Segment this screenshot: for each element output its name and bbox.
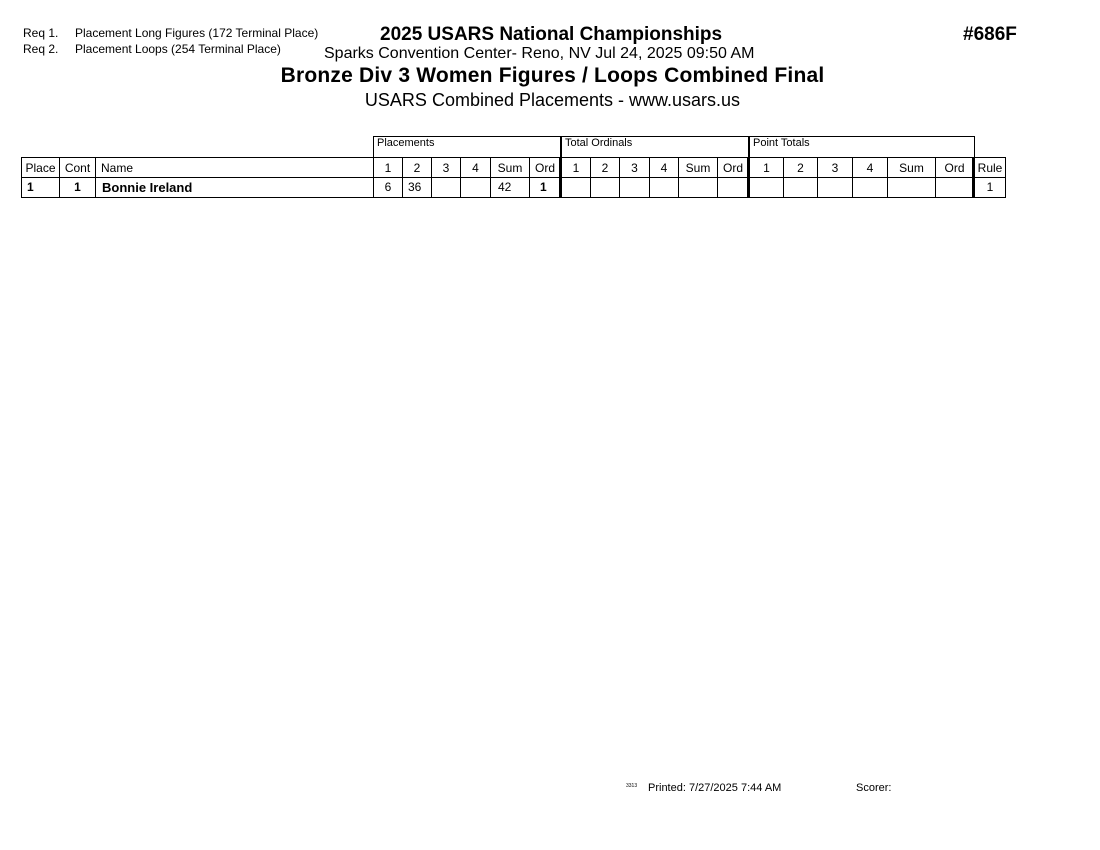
column-header-ordinal-2: 2 [590,157,620,178]
cell-ordinal-2 [590,177,620,198]
group-header-point-totals: Point Totals [749,136,975,157]
cell-ordinal-1 [559,177,591,198]
column-header-ordinal-sum: Sum [678,157,718,178]
event-name: Bronze Div 3 Women Figures / Loops Combined Final [280,64,825,87]
cell-placement-3 [431,177,461,198]
column-header-points-1: 1 [747,157,784,178]
footer-code: 3313 [626,783,638,789]
cell-points-1 [747,177,784,198]
cell-ordinal-4 [649,177,679,198]
column-header-placement-1: 1 [373,157,403,178]
cell-name: Bonnie Ireland [95,177,374,198]
column-header-points-ord: Ord [935,157,974,178]
scorer-label: Scorer: [856,782,892,794]
cell-placement-sum: 42 [490,177,530,198]
requirement-1 [23,26,318,40]
column-header-placement-3: 3 [431,157,461,178]
cell-ordinal-sum [678,177,718,198]
column-header-points-2: 2 [783,157,818,178]
cell-cont: 1 [59,177,96,198]
group-header-total-ordinals: Total Ordinals [561,136,749,157]
cell-placement-4 [460,177,491,198]
cell-points-4 [852,177,888,198]
group-header-placements: Placements [373,136,561,157]
requirement-number: Req 2. [23,42,59,56]
cell-points-sum [887,177,936,198]
requirement-2 [23,42,281,56]
competition-title: 2025 USARS National Championships [380,24,723,45]
cell-points-2 [783,177,818,198]
column-header-placement-4: 4 [460,157,491,178]
report-subtitle: USARS Combined Placements - www.usars.us [364,90,741,110]
requirement-number: Req 1. [23,26,59,40]
cell-placement-1: 6 [373,177,403,198]
venue-date: Sparks Convention Center- Reno, NV Jul 24, 2025 09:50 AM [324,45,755,62]
column-header-ordinal-3: 3 [619,157,650,178]
column-header-points-4: 4 [852,157,888,178]
column-header-placement-ord: Ord [529,157,561,178]
cell-place: 1 [21,177,60,198]
column-header-points-sum: Sum [887,157,936,178]
cell-ordinal-ord [717,177,749,198]
printed-timestamp: Printed: 7/27/2025 7:44 AM [648,782,782,794]
column-header-ordinal-1: 1 [559,157,591,178]
column-header-ordinal-4: 4 [649,157,679,178]
column-header-place: Place [21,157,60,178]
cell-ordinal-3 [619,177,650,198]
event-number: #686F [963,24,1017,45]
requirement-text: Placement Long Figures (172 Terminal Place) [75,26,319,40]
cell-points-ord [935,177,974,198]
column-header-ordinal-ord: Ord [717,157,749,178]
column-header-placement-2: 2 [402,157,432,178]
cell-placement-ord: 1 [529,177,561,198]
column-header-placement-sum: Sum [490,157,530,178]
cell-rule: 1 [972,177,1006,198]
cell-placement-2: 36 [402,177,432,198]
requirement-text: Placement Loops (254 Terminal Place) [75,42,281,56]
column-header-points-3: 3 [817,157,853,178]
cell-points-3 [817,177,853,198]
column-header-name: Name [95,157,374,178]
column-header-cont: Cont [59,157,96,178]
column-header-rule: Rule [972,157,1006,178]
